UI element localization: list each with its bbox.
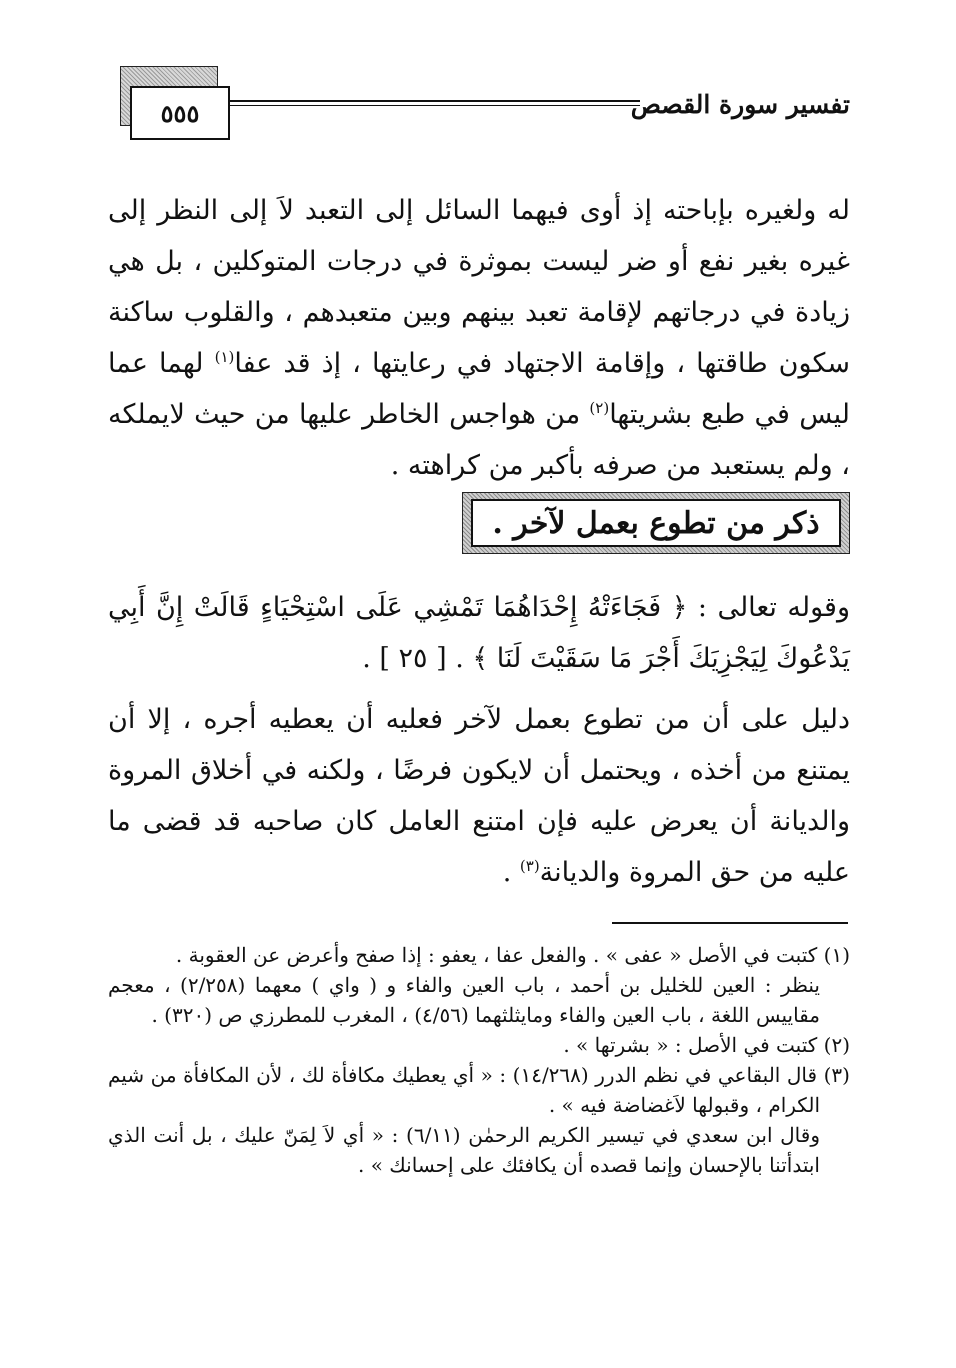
paragraph-1-text-b: لهما عما ليس في طبع بشريتها xyxy=(108,348,850,430)
footnote-ref-2[interactable]: (٢) xyxy=(589,399,610,417)
footnote-1: (١) كتبت في الأصل « عفى » . والفعل عفا ، يعفو : إذا صفح وأعرض عن العقوبة . xyxy=(175,943,850,967)
paragraph-1-text-c: من هواجس الخاطر عليها من حيث لايملكه ، ولم يستعبد من صرفه بأكبر من كراهته . xyxy=(108,399,850,481)
section-heading-frame xyxy=(462,492,850,554)
section-heading: ذكر من تطوع بعمل لآخر . xyxy=(471,499,841,547)
paragraph-1-text: له ولغيره بإباحته إذ أوى فيهما السائل إلى التعبد لاَ إلى النظر إلى غيره بغير نفع أو ضر ليست بموثرة في درجات المتوكلين ، بل هي زيادة في درجاتهم لإقامة تعبد بينهم وبين متعبدهم ، والقلوب ساكنة سكون طاقتها ، وإقامة الاجتهاد في رعايتها ، إذ قد عفا xyxy=(108,195,850,379)
paragraph-3-text-b: . xyxy=(502,857,520,888)
paragraph-3 xyxy=(108,694,850,898)
paragraph-3-text: دليل على أن من تطوع بعمل لآخر فعليه أن يعطيه أجره ، إلا أن يمتنع من أخذه ، ويحتمل أن لايكون فرضًا ، ولكنه في أخلاق المروة والديانة أن يعرض عليه فإن امتنع العامل كان صاحبه قد قضى ما عليه من حق المروة والديانة xyxy=(108,704,850,888)
quran-verse-paragraph: وقوله تعالى : ﴿ فَجَاءَتْهُ إِحْدَاهُمَا تَمْشِي عَلَى اسْتِحْيَاءٍ قَالَتْ إِنَّ أَبِي يَدْعُوكَ لِيَجْزِيَكَ أَجْرَ مَا سَقَيْتَ لَنَا ﴾ . [ ٢٥ ] . xyxy=(108,592,850,674)
footnote-3-continued: وقال ابن سعدي في تيسير الكريم الرحمٰن (٦/١١) : « أي لاَ لِمَنّ عليك ، بل أنت الذي ابتدأتنا بالإحسان وإنما قصده أن يكافئك على إحسانك » . xyxy=(108,1123,820,1177)
running-title: تفسير سورة القصص xyxy=(630,90,850,119)
footnote-ref-1[interactable]: (١) xyxy=(214,348,235,366)
footnote-1-continued: ينظر : العين للخليل بن أحمد ، باب العين والفاء و ( واي ) معهما (٢/٢٥٨) ، معجم مقاييس اللغة ، باب العين والفاء ومايثلثهما (٤/٥٦) ، المغرب للمطرزي ص (٣٢٠) . xyxy=(108,973,821,1027)
footnote-2: (٢) كتبت في الأصل : « بشرتها » . xyxy=(563,1033,850,1057)
footnote-separator xyxy=(612,922,848,924)
page-header xyxy=(108,60,850,140)
paragraph-1 xyxy=(108,185,850,491)
page-number: ٥٥٥ xyxy=(130,86,230,140)
footnote-ref-3[interactable]: (٣) xyxy=(519,857,540,875)
header-rule xyxy=(230,100,640,106)
footnote-3: (٣) قال البقاعي في نظم الدرر (١٤/٢٦٨) : « أي يعطيك مكافأة لك ، لأن المكافأة من شيم الكرام ، وقبولها لاَغضاضة فيه » . xyxy=(108,1063,850,1117)
footnotes xyxy=(108,940,850,1180)
